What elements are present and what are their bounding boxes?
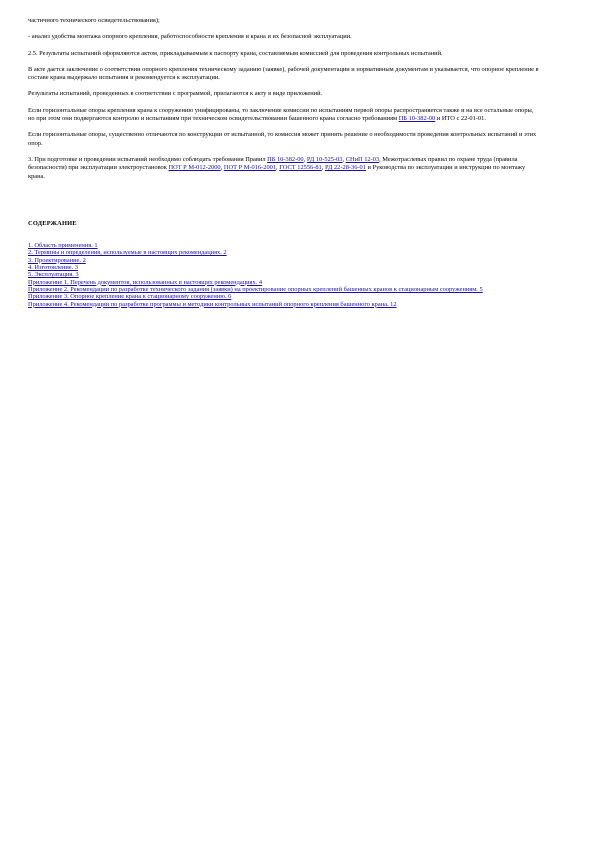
separator: , <box>321 164 325 172</box>
paragraph-2-5: 2.5. Результаты испытаний оформляются актом, прикладываемым к паспорту крана, составляемым комиссией для проведения контрольных испытаний. <box>28 49 443 57</box>
toc-link-appendix-3[interactable]: Приложение 3. Опорное крепление крана к стационарному сооружению. 6 <box>28 293 232 301</box>
separator: , <box>303 155 307 163</box>
document-body <box>28 17 540 308</box>
text-segment: Если горизонтальные опоры крепления крана к сооружению унифицированы, то заключение комиссии по испытаниям первой опоры распространяется также и на все остальные опоры, но при этом они подвергаются контролю и испытаниям при техническом освидетельствовании башенного крана согласно требованиям <box>28 106 534 123</box>
link-rd-10-525-03[interactable]: РД 10-525-03 <box>306 155 343 163</box>
link-rd-22-28-36-01[interactable]: РД 22-28-36-01 <box>324 164 366 172</box>
toc-link-appendix-2[interactable]: Приложение 2. Рекомендации по разработке технического задания (заявки) на проектирование опорных креплений башенных кранов к стационарным сооружениям. 5 <box>28 285 483 293</box>
paragraph-different-supports: Если горизонтальные опоры, существенно отличаются по конструкции от испытанной, то комиссия может принять решение о необходимости проведения контрольных испытаний и этих опор. <box>28 131 537 147</box>
link-pot-r-m-016-2001[interactable]: ПОТ Р М-016-2001 <box>223 164 277 172</box>
link-pb-10-382-00[interactable]: ПБ 10-382-00 <box>398 115 436 123</box>
paragraph-analysis: - анализ удобства монтажа опорного крепления, работоспособности крепления и крана и их безопасной эксплуатации. <box>28 33 352 41</box>
text-segment: и ИТО с 22-01-01. <box>435 115 486 123</box>
separator: , <box>220 164 224 172</box>
paragraph-act-conclusion: В акте дается заключение о соответствии опорного крепления техническому заданию (заявке), рабочей документации и нормативным документам и указывается, что опорное крепление в составе крана выдержало испытания и рекомендуется к эксплуатации. <box>28 65 539 82</box>
toc-title: СОДЕРЖАНИЕ <box>28 219 77 227</box>
table-of-contents <box>28 242 540 308</box>
text-segment: , Межотраслевых правил по охране труда (правила безопасности) при эксплуатации электроустановок <box>28 155 518 172</box>
text-segment: 3. При подготовке и проведении испытаний необходимо соблюдать требования Правил <box>28 155 268 163</box>
link-pb-10-382-00-rules[interactable]: ПБ 10-382-00 <box>267 155 304 163</box>
paragraph-unified-supports <box>28 107 540 124</box>
toc-link-terms[interactable]: 2. Термины и определения, используемые в настоящих рекомендациях. 2 <box>28 249 227 257</box>
toc-link-design[interactable]: 3. Проектирование. 2 <box>28 256 86 264</box>
link-snip-12-03[interactable]: СНиП 12-03 <box>345 155 380 163</box>
toc-link-operation[interactable]: 5. Эксплуатация. 3 <box>28 271 79 279</box>
toc-link-manufacturing[interactable]: 4. Изготовление. 3 <box>28 264 79 272</box>
separator: , <box>342 155 346 163</box>
paragraph-continuation: частичного технического освидетельствования); <box>28 17 160 24</box>
paragraph-requirements <box>28 156 540 181</box>
toc-link-appendix-4[interactable]: Приложение 4. Рекомендации по разработке программы и методики контрольных испытаний опорного крепления башенного крана. 12 <box>28 300 397 308</box>
link-gost-12556-81[interactable]: ГОСТ 12556-81 <box>279 164 322 172</box>
link-pot-r-m-012-2000[interactable]: ПОТ Р М-012-2000 <box>168 164 221 172</box>
paragraph-results: Результаты испытаний, проведенных в соответствии с программой, прилагаются к акту в виде приложений. <box>28 90 323 98</box>
toc-link-scope[interactable]: 1. Область применения. 1 <box>28 242 98 250</box>
text-segment: и Руководства по эксплуатации и инструкции по монтажу крана. <box>28 164 526 180</box>
separator: , <box>276 164 280 172</box>
toc-link-appendix-1[interactable]: Приложение 1. Перечень документов, использованных в настоящих рекомендациях. 4 <box>28 278 263 286</box>
